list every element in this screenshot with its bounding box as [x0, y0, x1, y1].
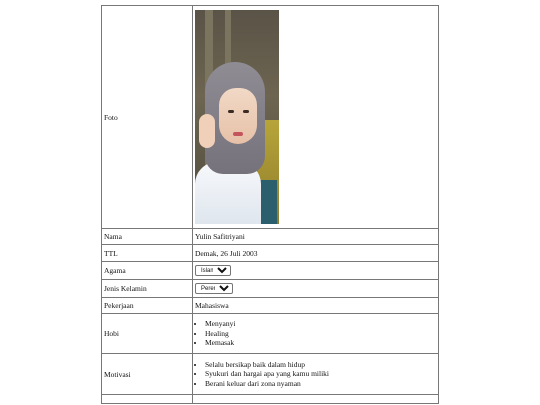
- photo-lips: [233, 132, 243, 136]
- table-row: [102, 395, 439, 404]
- table-row: [102, 298, 439, 314]
- profile-photo: [195, 10, 279, 224]
- empty-cell: [193, 395, 439, 404]
- motivasi-label: Motivasi: [102, 354, 193, 395]
- jenis-kelamin-cell: [193, 280, 439, 298]
- list-item: • Syukuri dan hargai apa yang kamu miliki: [205, 369, 436, 378]
- table-row: [102, 229, 439, 245]
- agama-cell: [193, 262, 439, 280]
- photo-eye-right: [243, 110, 249, 113]
- empty-cell: [102, 395, 193, 404]
- table-row: [102, 354, 439, 395]
- list-item: • Berani keluar dari zona nyaman: [205, 379, 436, 388]
- ttl-label: TTL: [102, 245, 193, 262]
- table-row: [102, 280, 439, 298]
- motivasi-cell: [193, 354, 439, 395]
- foto-label: Foto: [102, 6, 193, 229]
- photo-eye-left: [228, 110, 234, 113]
- nama-label: Nama: [102, 229, 193, 245]
- pekerjaan-label: Pekerjaan: [102, 298, 193, 314]
- pekerjaan-value: Mahasiswa: [193, 298, 439, 314]
- jenis-kelamin-label: Jenis Kelamin: [102, 280, 193, 298]
- table-row: [102, 245, 439, 262]
- list-item: • Healing: [205, 329, 436, 338]
- table-row: [102, 314, 439, 354]
- agama-select[interactable]: [195, 265, 231, 276]
- foto-cell: [193, 6, 439, 229]
- list-item: • Selalu bersikap baik dalam hidup: [205, 360, 436, 369]
- table-row: [102, 262, 439, 280]
- table-row: [102, 6, 439, 229]
- ttl-value: Demak, 26 Juli 2003: [193, 245, 439, 262]
- photo-hand: [199, 114, 215, 148]
- jenis-kelamin-select[interactable]: [195, 283, 233, 294]
- hobi-cell: [193, 314, 439, 354]
- hobi-list: [195, 319, 436, 347]
- photo-blue-object: [259, 180, 277, 224]
- hobi-label: Hobi: [102, 314, 193, 354]
- list-item: • Memasak: [205, 338, 436, 347]
- motivasi-list: [195, 360, 436, 388]
- profile-table: [101, 5, 439, 404]
- list-item: • Menyanyi: [205, 319, 436, 328]
- agama-label: Agama: [102, 262, 193, 280]
- nama-value: Yulin Safitriyani: [193, 229, 439, 245]
